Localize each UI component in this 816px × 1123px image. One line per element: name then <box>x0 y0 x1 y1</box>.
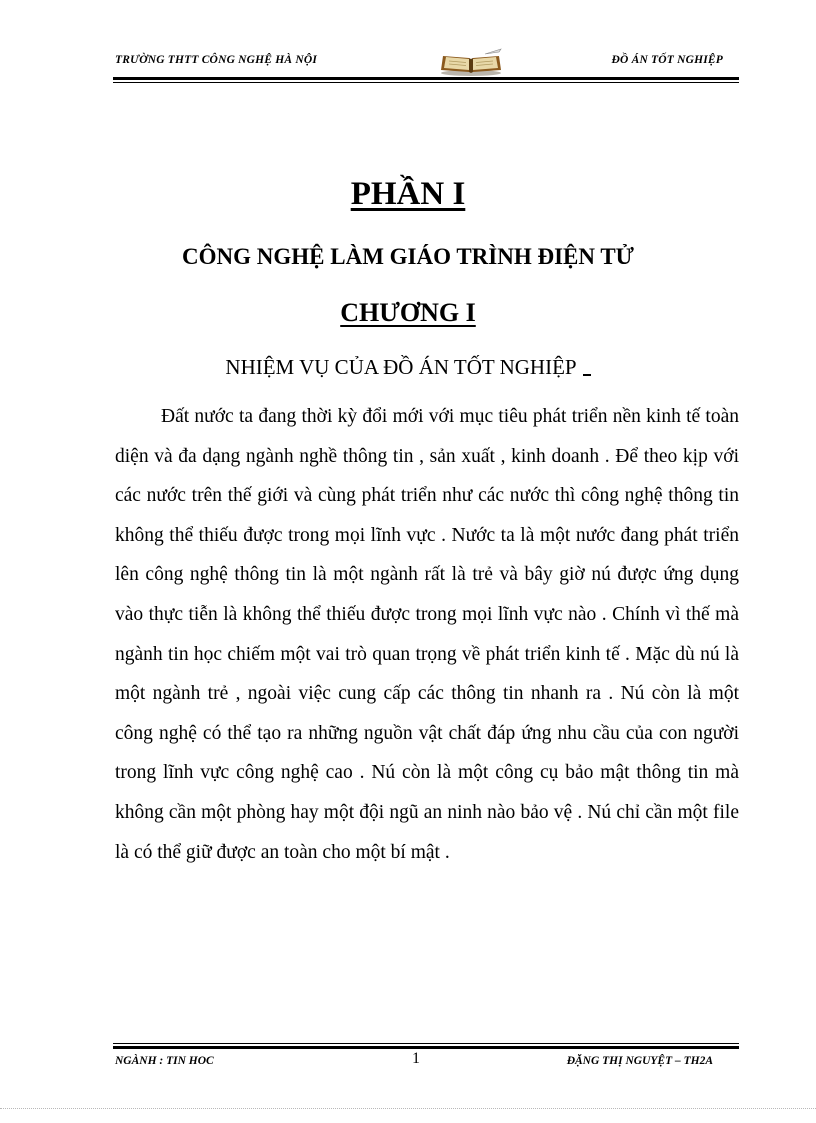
part-title: PHẦN I <box>350 176 466 212</box>
body-paragraph-text: Đất nước ta đang thời kỳ đổi mới với mục tiêu phát triển nền kinh tế toàn diện và đa dạng ngành nghề thông tin , sản xuất , kinh doanh . Để theo kịp với các nước trên thế giới và cùng phát triển như các nước thì công nghệ thông tin không thể thiếu được trong mọi lĩnh vực . Nước ta là một nước đang phát triển lên công nghệ thông tin là một ngành rất là trẻ và bây giờ nú được ứng dụng vào thực tiễn là không thể thiếu được trong mọi lĩnh vực nào . Chính vì thế mà ngành tin học chiếm một vai trò quan trọng về phát triển kinh tế . Mặc dù nú là một ngành trẻ , ngoài việc cung cấp các thông tin nhanh ra . Nú còn là một công nghệ có thể tạo ra những nguồn vật chất đáp ứng nhu cầu của con người trong lĩnh vực công nghệ cao . Nú còn là một công cụ bảo mật thông tin mà không cần một phòng hay một đội ngũ an ninh nào bảo vệ . Nú chỉ cần một file là có thể giữ được an toàn cho một bí mật . <box>115 406 739 863</box>
chapter-title: CHƯƠNG I <box>340 298 476 327</box>
header-rule-thick <box>113 77 739 80</box>
footer-author: ĐẶNG THỊ NGUYỆT – TH2A <box>566 1055 713 1067</box>
footer-rule-thin <box>113 1043 739 1044</box>
body-paragraph <box>115 397 739 872</box>
header-rule-thin <box>113 82 739 83</box>
footer-rule-thick <box>113 1046 739 1049</box>
footer-major: NGÀNH : TIN HOC <box>115 1055 214 1067</box>
section-title-text: NHIỆM VỤ CỦA ĐỒ ÁN TỐT NGHIỆP <box>225 355 577 379</box>
page-number: 1 <box>412 1050 420 1067</box>
part-subtitle: CÔNG NGHỆ LÀM GIÁO TRÌNH ĐIỆN TỬ <box>182 244 634 269</box>
section-title <box>0 355 816 380</box>
page-bottom-dotted-line <box>0 1108 816 1109</box>
open-book-icon <box>435 48 507 78</box>
section-title-dash <box>583 374 591 376</box>
page-header <box>113 48 739 78</box>
header-school-name: TRƯỜNG THTT CÔNG NGHỆ HÀ NỘI <box>115 54 318 66</box>
header-document-type: ĐỒ ÁN TỐT NGHIỆP <box>611 54 723 66</box>
